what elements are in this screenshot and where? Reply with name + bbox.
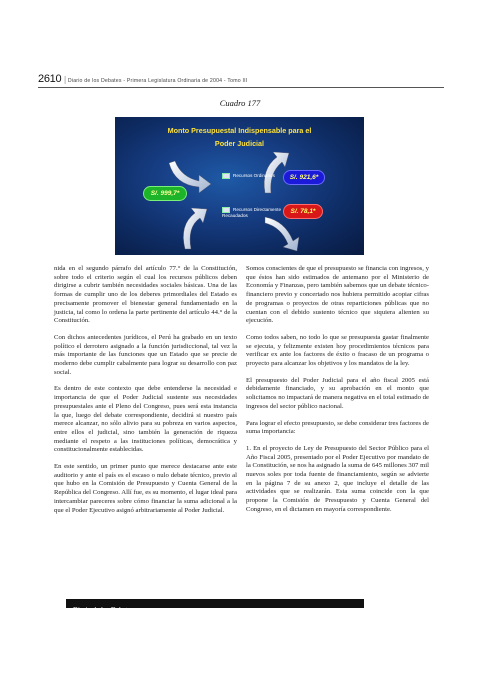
paragraph: En este sentido, un primer punto que merece destacarse ante este auditorio y ante el país es el escaso o nulo debate técnico, previo al que hubo en la Comisión de Presupuesto y Cuenta General de la República del Congreso. Allí fue, es su momento, el lugar ideal para intercambiar pareceres sobre cómo financiar la suma adicional a la que el Poder Ejecutivo asignó arbitrariamente al Poder Judicial. <box>54 463 237 514</box>
paragraph: Como todos saben, no todo lo que se presupuesta gastar finalmente se ejecuta, y felizmente existen hoy procedimientos técnicos para verificar ex ante los factores de éxito o fracaso de un programa o proyecto para alcanzar los objetivos y los mandatos de la ley. <box>246 333 429 368</box>
paragraph: Para lograr el efecto presupuesto, se debe considerar tres factores de suma importancia: <box>246 419 429 436</box>
ordinary-resources-text: Recursos Ordinarios <box>233 173 275 179</box>
bullet-icon <box>222 173 230 179</box>
ordinary-amount-pill: S/. 921,6* <box>283 170 325 185</box>
paragraph: 1. En el proyecto de Ley de Presupuesto del Sector Público para el Año Fiscal 2005, presentado por el Poder Ejecutivo por mandato de la Constitución, se nos ha asignado la suma de 645 millones 307 mil nuevos soles por toda fuente de financiamiento, según se advierte en la página 7 de su anexo 2, que incluye el detalle de las actividades que se realizarán. Esta suma coincide con la que propone la Comisión de Presupuesto y Cuenta General del Congreso, en el dictamen en mayoría correspondiente. <box>246 444 429 513</box>
page-number: 2610 <box>38 73 62 85</box>
header-separator: | <box>64 75 66 84</box>
footer-publication: Diario de los Debates <box>73 606 134 614</box>
direct-resources-line2: Recaudados <box>222 213 248 218</box>
paragraph: nida en el segundo párrafo del artículo 77.° de la Constitución, sobre todo el criterio según el cual los recursos públicos deben dirigirse a cubrir también necesidades sociales básicas. Una de las formas de cumplir uno de los deberes primordiales del Estado es precisamente promover el bienestar general fundamentado en la justicia, tal como lo ordena la parte pertinente del artículo 44.° de la Constitución. <box>54 265 237 325</box>
slide-title-line2: Poder Judicial <box>214 139 265 148</box>
direct-resources-label <box>222 207 281 219</box>
running-title: Diario de los Debates - Primera Legislatura Ordinaria de 2004 - Tomo III <box>67 78 248 84</box>
ordinary-resources-label <box>222 173 275 179</box>
total-amount-pill: S/. 999,7* <box>143 186 187 201</box>
direct-amount-pill: S/. 78,1* <box>283 204 323 219</box>
paragraph: Con dichos antecedentes jurídicos, el Perú ha grabado en un texto político el derrotero asignado a la función jurisdiccional, tal vez la más importante de las funciones que un Estado que se precie de moderno debe cumplir cabalmente para lograr su desarrollo con paz social. <box>54 333 237 376</box>
slide-title-line1: Monto Presupuestal Indispensable para el <box>167 126 312 135</box>
paragraph: Somos conscientes de que el presupuesto se financia con ingresos, y que éstos han sido estimados de antemano por el Ministerio de Economía y Finanzas, pero también sabemos que un debate técnico-financiero previo y concertado nos hubiera permitido acopiar cifras de programas o proyectos de otras reparticiones públicas que no cuentan con el debido sustento técnico que siquiera alienten su ejecución. <box>246 265 429 325</box>
arrow-right-down-icon <box>265 217 299 251</box>
figure-caption: Cuadro 177 <box>219 98 261 108</box>
direct-resources-line1: Recursos Directamente <box>233 207 281 213</box>
page-footer <box>66 599 364 614</box>
paragraph: El presupuesto del Poder Judicial para el año fiscal 2005 está debidamente financiado, y su aprobación en el monto que solicitamos no impactará de manera negativa en el total estimado de ingresos del sector público nacional. <box>246 376 429 410</box>
arrow-left-bottom-icon <box>183 208 207 249</box>
footer-session: - 22.ª C Sesión (vespertina) 24-11-2004 <box>137 609 222 614</box>
right-column <box>246 265 429 523</box>
page-header <box>38 73 444 88</box>
left-column <box>54 265 237 523</box>
budget-slide <box>115 117 364 255</box>
paragraph: Es dentro de este contexto que debe entenderse la necesidad e importancia de que el Poder Judicial sustente sus necesidades presupuestales ante el Pleno del Congreso, pues será esta instancia la que, luego del debate correspondiente, decidirá si nuestro país merece alcanzar, no sólo alivio para su pobreza en varios aspectos, entre ellos el judicial, sino también la generación de riqueza mediante el respeto a las instituciones políticas, democrática y constitucionalmente establecidas. <box>54 385 237 454</box>
